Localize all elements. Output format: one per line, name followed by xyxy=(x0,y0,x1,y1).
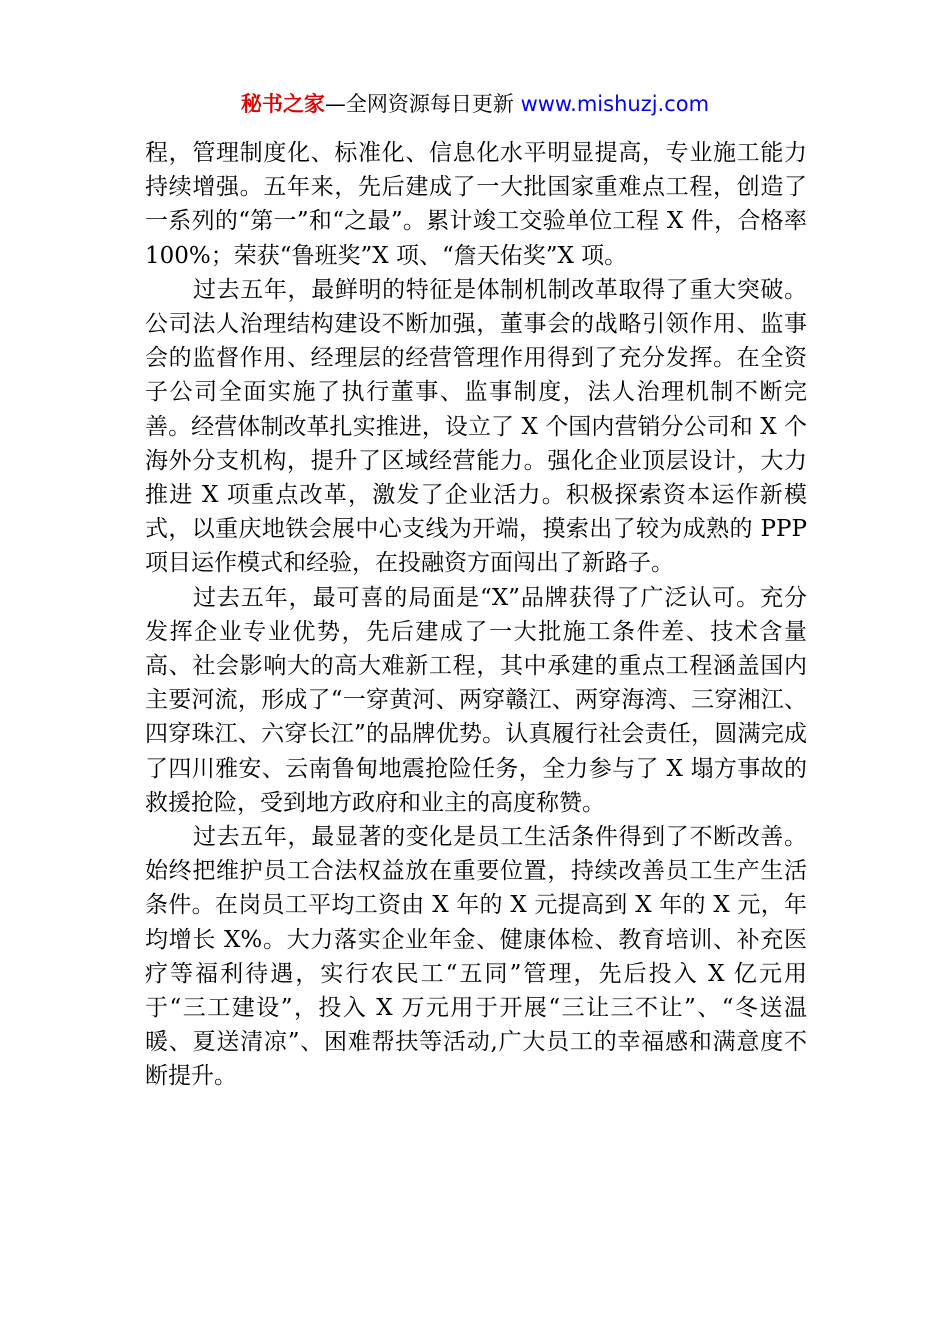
paragraph-brand: 过去五年，最可喜的局面是“X”品牌获得了广泛认可。充分发挥企业专业优势，先后建成了一大批施工条件差、技术含量高、社会影响大的高大难新工程，其中承建的重点工程涵盖国内主要河流，形成了“一穿黄河、两穿赣江、两穿海湾、三穿湘江、四穿珠江、六穿长江”的品牌优势。认真履行社会责任，圆满完成了四川雅安、云南鲁甸地震抢险任务，全力参与了 X 塌方事故的救援抢险，受到地方政府和业主的高度称赞。 xyxy=(145,584,807,816)
paragraph-welfare: 过去五年，最显著的变化是员工生活条件得到了不断改善。始终把维护员工合法权益放在重要位置，持续改善员工生产生活条件。在岗员工平均工资由 X 年的 X 元提高到 X 年的 X 元，年均增长 X%。大力落实企业年金、健康体检、教育培训、补充医疗等福利待遇，实行农民工“五同”管理，先后投入 X 亿元用于“三工建设”，投入 X 万元用于开展“三让三不让”、“冬送温暖、夏送清凉”、困难帮扶等活动,广大员工的幸福感和满意度不断提升。 xyxy=(145,824,807,1090)
site-header xyxy=(0,88,950,120)
paragraph-continuation: 程，管理制度化、标准化、信息化水平明显提高，专业施工能力持续增强。五年来，先后建成了一大批国家重难点工程，创造了一系列的“第一”和“之最”。累计竣工交验单位工程 X 件，合格率 100%；荣获“鲁班奖”X 项、“詹天佑奖”X 项。 xyxy=(145,140,807,269)
brand-name: 秘书之家 xyxy=(240,92,325,116)
header-tagline: —全网资源每日更新 xyxy=(324,92,521,116)
document-body xyxy=(145,136,807,1094)
paragraph-reform: 过去五年，最鲜明的特征是体制机制改革取得了重大突破。公司法人治理结构建设不断加强，董事会的战略引领作用、监事会的监督作用、经理层的经营管理作用得到了充分发挥。在全资子公司全面实施了执行董事、监事制度，法人治理机制不断完善。经营体制改革扎实推进，设立了 X 个国内营销分公司和 X 个海外分支机构，提升了区域经营能力。强化企业顶层设计，大力推进 X 项重点改革，激发了企业活力。积极探索资本运作新模式，以重庆地铁会展中心支线为开端，摸索出了较为成熟的 PPP 项目运作模式和经验，在投融资方面闯出了新路子。 xyxy=(145,276,807,577)
site-url-link[interactable]: www.mishuzj.com xyxy=(520,92,710,116)
